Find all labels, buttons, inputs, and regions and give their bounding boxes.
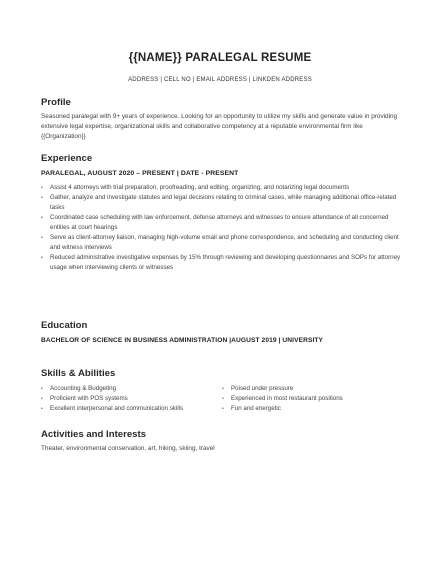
- resume-title: {{NAME}} PARALEGAL RESUME: [128, 52, 312, 64]
- contact-line: ADDRESS | CELL NO | EMAIL ADDRESS | LINKDEN ADDRESS: [128, 77, 312, 83]
- experience-bullet-list: [41, 183, 401, 273]
- skill-item: • Experienced in most restaurant positions: [222, 394, 392, 404]
- skill-item: • Proficient with POS systems: [41, 394, 211, 404]
- skill-item: • Excellent interpersonal and communication skills: [41, 404, 211, 414]
- education-heading: Education: [41, 320, 88, 331]
- skills-list-left: [41, 384, 211, 415]
- skill-item: • Accounting & Budgeting: [41, 384, 211, 394]
- experience-bullet: • Coordinated case scheduling with law enforcement, defense attorneys and witnesses to ensure attendance of all concerned entities at court hearings: [41, 213, 401, 233]
- profile-heading: Profile: [41, 97, 71, 108]
- profile-text: Seasoned paralegal with 9+ years of experience. Looking for an opportunity to utilize my skills and generate value in providing extensive legal expertise, organizational skills and collaborative competency at a reputable environmental firm like {{Organization}}: [41, 113, 398, 140]
- experience-bullet: • Serve as client-attorney liaison, managing high-volume email and phone correspondence, and scheduling and conducting client and witness interviews: [41, 233, 401, 253]
- experience-bullet: • Reduced administrative investigative expenses by 15% through reviewing and developing questionnaires and SOPs for attorney usage when interviewing clients or witnesses: [41, 253, 401, 273]
- activities-text: Theater, environmental conservation, art, hiking, skiing, travel: [41, 445, 215, 452]
- skills-heading: Skills & Abilities: [41, 368, 116, 379]
- skill-item: • Poised under pressure: [222, 384, 392, 394]
- experience-heading: Experience: [41, 153, 93, 164]
- experience-bullet: • Assist 4 attorneys with trial preparation, proofreading, and editing, organizing, and notarizing legal documents: [41, 183, 401, 193]
- experience-bullet: • Gather, analyze and investigate statutes and legal decisions relating to criminal cases, while managing additional office-related tasks: [41, 193, 401, 213]
- activities-heading: Activities and Interests: [41, 429, 147, 440]
- skill-item: • Fun and energetic: [222, 404, 392, 414]
- degree-line: BACHELOR OF SCIENCE IN BUSINESS ADMINISTRATION |AUGUST 2019 | UNIVERSITY: [41, 337, 323, 344]
- skills-list-right: [222, 384, 392, 415]
- job-title-line: PARALEGAL, AUGUST 2020 – PRESENT | DATE - PRESENT: [41, 170, 239, 177]
